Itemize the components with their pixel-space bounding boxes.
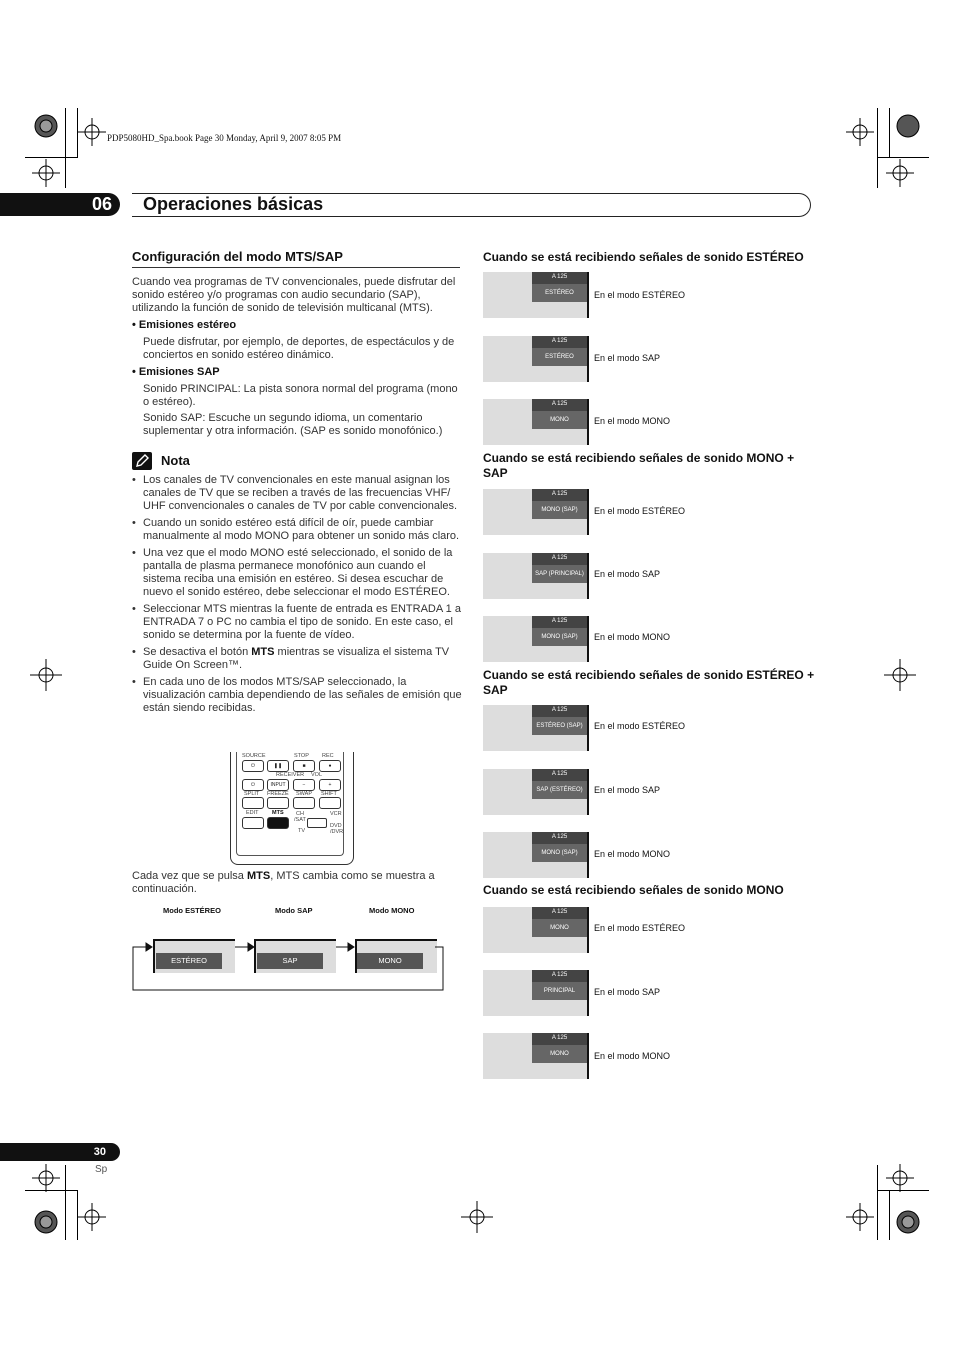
remote-label: STOP <box>294 753 309 759</box>
osd-mode: ESTÉREO <box>532 284 587 302</box>
osd-caption: En el modo SAP <box>594 785 661 795</box>
mts-press-text: Cada vez que se pulsa MTS, MTS cambia como se muestra a continuación. <box>132 870 435 895</box>
remote-label: SPLIT <box>244 791 260 797</box>
remote-label: /SAT <box>294 817 306 823</box>
note-list <box>132 474 462 719</box>
remote-label: EDIT <box>246 810 259 816</box>
chapter-title: Operaciones básicas <box>143 194 324 214</box>
mts-button <box>267 817 289 829</box>
section-rule <box>132 267 460 268</box>
osd-caption: En el modo ESTÉREO <box>594 923 686 933</box>
remote-label: REC <box>322 753 334 759</box>
osd-caption: En el modo ESTÉREO <box>594 721 686 731</box>
split-button <box>242 797 264 809</box>
shift-button <box>319 797 341 809</box>
flow-label-stereo: Modo ESTÉREO <box>163 906 221 915</box>
stop-button-icon: ■ <box>293 760 315 772</box>
list-item: • Cuando un sonido estéreo está difícil de oír, puede cambiar manualmente al modo MONO para obtener un sonido más claro. <box>132 517 462 543</box>
list-item: • Los canales de TV convencionales en este manual asignan los canales de TV que se reciben a través de las frecuencias VHF/ UHF convencionales o canales de TV por cable convencionales. <box>132 474 462 513</box>
input-button: INPUT <box>267 779 289 791</box>
note-pencil-icon <box>132 452 152 470</box>
stereo-text: Puede disfrutar, por ejemplo, de deportes, de espectáculos y de conciertos en sonido estéreo dinámico. <box>143 336 455 361</box>
list-item: • Una vez que el modo MONO esté seleccionado, el sonido de la pantalla de plasma permanece monofónico aun cuando el sistema reciba una emisión en estéreo. Si desea escuchar de nuevo el sonido estéreo, debe seleccionar el modo ESTÉREO. <box>132 547 462 599</box>
osd-screen: A 125 MONO <box>483 399 589 445</box>
osd-caption: En el modo MONO <box>594 1051 671 1061</box>
remote-label: VOL <box>311 772 323 778</box>
remote-label: /DVR <box>330 829 344 835</box>
stereo-heading: • Emisiones estéreo <box>132 319 237 331</box>
osd-screen: A 125 MONO (SAP) <box>483 489 589 535</box>
osd-caption: En el modo SAP <box>594 353 661 363</box>
list-item: • En cada uno de los modos MTS/SAP seleccionado, la visualización cambia dependiendo de las señales de emisión que están siendo recibidas. <box>132 676 462 715</box>
flow-bar-mono: MONO <box>357 953 423 969</box>
osd-screen: A 125 PRINCIPAL <box>483 970 589 1016</box>
language-code: Sp <box>95 1164 108 1175</box>
section-stereo-sap-title: Cuando se está recibiendo señales de sonido ESTÉREO + SAP <box>483 668 815 697</box>
flow-label-sap: Modo SAP <box>275 906 313 915</box>
note-title: Nota <box>161 453 190 468</box>
osd-caption: En el modo MONO <box>594 416 671 426</box>
osd-screen: A 125 MONO <box>483 1033 589 1079</box>
osd-caption: En el modo ESTÉREO <box>594 290 686 300</box>
osd-screen: A 125 SAP (ESTÉREO) <box>483 769 589 815</box>
osd-caption: En el modo SAP <box>594 987 661 997</box>
osd-screen: A 125 SAP (PRINCIPAL) <box>483 553 589 599</box>
swap-button <box>293 797 315 809</box>
remote-label: MTS <box>272 810 284 816</box>
remote-label: DVD <box>330 823 342 829</box>
osd-caption: En el modo ESTÉREO <box>594 506 686 516</box>
freeze-button <box>267 797 289 809</box>
osd-screen: A 125 ESTÉREO <box>483 336 589 382</box>
mode-switch <box>307 818 327 828</box>
flow-bar-stereo: ESTÉREO <box>156 953 222 969</box>
power-button-icon: ⏻ <box>242 760 264 772</box>
osd-screen: A 125 MONO (SAP) <box>483 616 589 662</box>
section-stereo-title: Cuando se está recibiendo señales de sonido ESTÉREO <box>483 250 804 264</box>
section-mono-title: Cuando se está recibiendo señales de sonido MONO <box>483 883 784 897</box>
edit-button <box>242 817 264 829</box>
remote-label: CH <box>296 811 304 817</box>
volume-up-icon: + <box>319 779 341 791</box>
flow-label-mono: Modo MONO <box>369 906 415 915</box>
list-item: • Seleccionar MTS mientras la fuente de entrada es ENTRADA 1 a ENTRADA 7 o PC no cambia el tipo de sonido. En este caso, el sonido se determina por la fuente de vídeo. <box>132 603 462 642</box>
section-mono-sap-title: Cuando se está recibiendo señales de sonido MONO + SAP <box>483 451 795 480</box>
remote-label: SOURCE <box>242 753 266 759</box>
chapter-number: 06 <box>0 193 120 216</box>
remote-label: VCR <box>330 811 342 817</box>
flow-bar-sap: SAP <box>257 953 323 969</box>
flow-arrows <box>130 920 450 995</box>
file-info: PDP5080HD_Spa.book Page 30 Monday, April 9, 2007 8:05 PM <box>107 133 342 143</box>
osd-caption: En el modo MONO <box>594 632 671 642</box>
page-number: 30 <box>0 1143 120 1161</box>
remote-label: TV <box>298 828 306 834</box>
rec-button-icon: ● <box>319 760 341 772</box>
osd-screen: A 125 MONO <box>483 907 589 953</box>
remote-label: SHIFT <box>321 791 337 797</box>
osd-caption: En el modo SAP <box>594 569 661 579</box>
section-title: Configuración del modo MTS/SAP <box>132 249 343 264</box>
sap-heading: • Emisiones SAP <box>132 366 220 378</box>
remote-label: SWAP <box>296 791 312 797</box>
remote-label: FREEZE <box>267 791 289 797</box>
sap-text-sap: Sonido SAP: Escuche un segundo idioma, un comentario suplementar y otra información. (SAP es sonido monofónico.) <box>143 412 443 437</box>
osd-screen <box>483 272 589 318</box>
pause-button-icon: ❚❚ <box>267 760 289 772</box>
receiver-power-icon: ⏻ <box>242 779 264 791</box>
osd-caption: En el modo MONO <box>594 849 671 859</box>
osd-screen: A 125 MONO (SAP) <box>483 832 589 878</box>
osd-channel: A 125 <box>532 272 587 284</box>
remote-label: RECEIVER <box>276 772 305 778</box>
volume-down-icon: − <box>293 779 315 791</box>
intro-paragraph: Cuando vea programas de TV convencionales, puede disfrutar del sonido estéreo y/o programas con audio secundario (SAP), utilizando la función de sonido de televisión multicanal (MTS). <box>132 276 456 314</box>
list-item: • Se desactiva el botón MTS mientras se visualiza el sistema TV Guide On Screen™. <box>132 646 462 672</box>
sap-text-principal: Sonido PRINCIPAL: La pista sonora normal del programa (mono o estéreo). <box>143 383 458 408</box>
osd-screen: A 125 ESTÉREO (SAP) <box>483 705 589 751</box>
